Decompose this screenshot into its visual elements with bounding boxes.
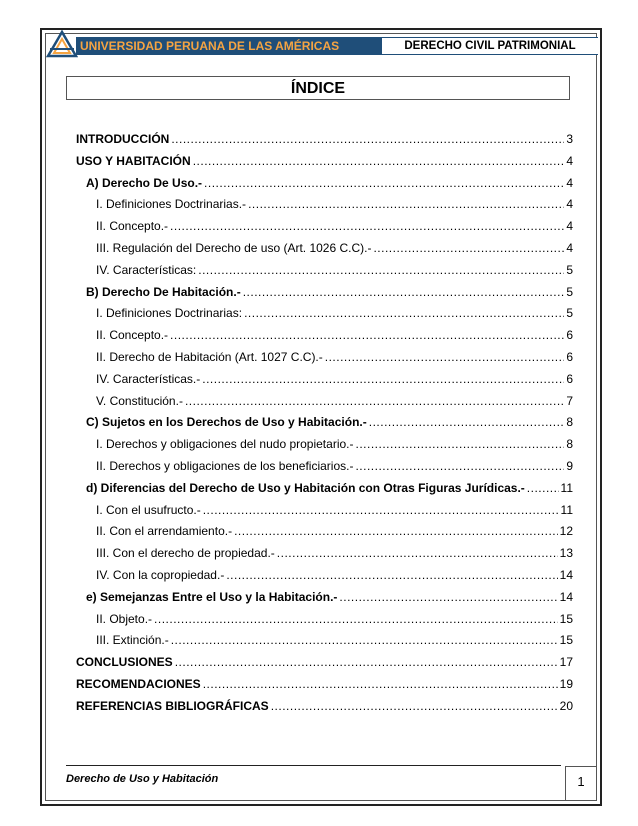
toc-entry-label: II. Concepto.-: [96, 328, 169, 343]
toc-entry-label: CONCLUSIONES: [76, 655, 173, 670]
toc-entry[interactable]: [76, 587, 573, 607]
toc-dot-leader: [198, 260, 564, 280]
toc-entry[interactable]: [76, 652, 573, 672]
toc-entry-page: 12: [559, 524, 573, 539]
toc-entry[interactable]: [76, 565, 573, 585]
toc-entry-page: 5: [566, 306, 573, 321]
toc-dot-leader: [355, 456, 564, 476]
toc-entry-page: 4: [566, 197, 573, 212]
toc-entry-label: IV. Con la copropiedad.-: [96, 568, 225, 582]
toc-entry[interactable]: [76, 347, 573, 367]
toc-entry-label: RECOMENDACIONES: [76, 677, 201, 691]
toc-entry-page: 3: [566, 132, 573, 146]
toc-dot-leader: [373, 238, 564, 258]
toc-dot-leader: [193, 151, 565, 171]
toc-entry-page: 7: [566, 393, 573, 408]
toc-dot-leader: [243, 282, 565, 302]
toc-entry-label: B) Derecho De Habitación.-: [86, 284, 241, 299]
toc-entry-page: 5: [566, 284, 573, 299]
toc-entry-page: 4: [566, 241, 573, 255]
toc-entry-label: V. Constitución.-: [96, 393, 183, 408]
toc-entry-page: 4: [566, 153, 573, 168]
toc-entry-label: REFERENCIAS BIBLIOGRÁFICAS: [76, 698, 269, 713]
course-banner: [376, 37, 598, 55]
toc-dot-leader: [325, 347, 565, 367]
toc-entry[interactable]: [76, 630, 573, 650]
toc-entry-label: d) Diferencias del Derecho de Uso y Habitación con Otras Figuras Jurídicas.-: [86, 480, 525, 495]
toc-dot-leader: [527, 478, 559, 498]
toc-entry[interactable]: [76, 456, 573, 476]
toc-entry-label: INTRODUCCIÓN: [76, 132, 170, 146]
toc-entry-page: 14: [559, 589, 573, 604]
toc-entry-label: IV. Características.-: [96, 371, 201, 386]
toc-entry-label: e) Semejanzas Entre el Uso y la Habitación.-: [86, 589, 338, 604]
toc-entry[interactable]: [76, 391, 573, 411]
university-name: UNIVERSIDAD PERUANA DE LAS AMÉRICAS: [76, 37, 376, 55]
toc-entry-label: III. Regulación del Derecho de uso (Art. 1026 C.C).-: [96, 241, 372, 255]
page-title: ÍNDICE: [66, 76, 570, 100]
toc-dot-leader: [204, 173, 564, 193]
toc-entry-label: I. Definiciones Doctrinarias:: [96, 306, 243, 321]
toc-entry-label: C) Sujetos en los Derechos de Uso y Habitación.-: [86, 415, 367, 430]
toc-entry[interactable]: [76, 674, 573, 694]
toc-dot-leader: [355, 434, 564, 454]
toc-dot-leader: [202, 369, 564, 389]
university-logo-icon: [46, 30, 78, 58]
toc-dot-leader: [244, 303, 564, 323]
page-number: 1: [565, 766, 597, 801]
toc-dot-leader: [226, 565, 557, 585]
toc-entry-page: 19: [559, 677, 573, 691]
toc-entry[interactable]: [76, 303, 573, 323]
toc-dot-leader: [277, 543, 558, 563]
toc-entry-label: II. Derechos y obligaciones de los beneficiarios.-: [96, 459, 354, 473]
toc-entry-page: 20: [559, 698, 573, 713]
toc-entry[interactable]: [76, 216, 573, 236]
toc-entry-page: 6: [566, 350, 573, 364]
toc-entry[interactable]: [76, 282, 573, 302]
toc-entry-label: III. Extinción.-: [96, 633, 169, 648]
toc-entry[interactable]: [76, 521, 573, 541]
toc-entry-label: I. Derechos y obligaciones del nudo propietario.-: [96, 437, 354, 452]
toc-entry-page: 6: [566, 371, 573, 386]
toc-dot-leader: [248, 194, 564, 214]
toc-entry-page: 11: [560, 480, 573, 495]
toc-entry-label: IV. Características:: [96, 262, 197, 277]
toc-entry[interactable]: [76, 238, 573, 258]
toc-dot-leader: [170, 216, 564, 236]
toc-entry[interactable]: [76, 696, 573, 716]
toc-entry[interactable]: [76, 173, 573, 193]
page-header: [76, 37, 598, 55]
footer-divider: [66, 765, 561, 766]
toc-entry-page: 4: [566, 175, 573, 190]
toc-entry[interactable]: [76, 325, 573, 345]
toc-entry-page: 17: [559, 655, 573, 670]
toc-dot-leader: [271, 696, 558, 716]
toc-dot-leader: [171, 630, 558, 650]
toc-entry-label: I. Con el usufructo.-: [96, 502, 201, 517]
toc-dot-leader: [170, 325, 564, 345]
toc-entry-label: II. Concepto.-: [96, 219, 169, 234]
toc-entry-page: 4: [566, 219, 573, 234]
toc-entry-label: II. Objeto.-: [96, 611, 153, 626]
toc-entry[interactable]: [76, 412, 573, 432]
toc-dot-leader: [203, 674, 558, 694]
toc-entry[interactable]: [76, 500, 573, 520]
toc-entry[interactable]: [76, 129, 573, 149]
toc-dot-leader: [339, 587, 557, 607]
toc-entry-page: 13: [559, 546, 573, 561]
toc-entry[interactable]: [76, 478, 573, 498]
toc-entry-page: 15: [559, 611, 573, 626]
toc-entry-page: 8: [566, 415, 573, 430]
toc-dot-leader: [185, 391, 564, 411]
toc-dot-leader: [203, 500, 559, 520]
toc-entry-label: II. Derecho de Habitación (Art. 1027 C.C).-: [96, 350, 323, 364]
toc-entry-label: II. Con el arrendamiento.-: [96, 524, 233, 539]
toc-entry-page: 14: [559, 568, 573, 582]
toc-entry-page: 15: [559, 633, 573, 648]
toc-dot-leader: [154, 609, 558, 629]
course-name: DERECHO CIVIL PATRIMONIAL: [382, 38, 598, 54]
toc-entry[interactable]: [76, 369, 573, 389]
toc-entry[interactable]: [76, 194, 573, 214]
toc-entry-label: I. Definiciones Doctrinarias.-: [96, 197, 247, 212]
toc-entry-label: USO Y HABITACIÓN: [76, 153, 191, 168]
toc-entry-page: 6: [566, 328, 573, 343]
toc-entry-page: 5: [566, 262, 573, 277]
toc-entry[interactable]: [76, 434, 573, 454]
toc-entry[interactable]: [76, 151, 573, 171]
toc-entry-label: III. Con el derecho de propiedad.-: [96, 546, 275, 561]
toc-entry[interactable]: [76, 543, 573, 563]
toc-dot-leader: [171, 129, 564, 149]
footer-title: Derecho de Uso y Habitación: [66, 773, 219, 785]
toc-dot-leader: [175, 652, 558, 672]
toc-entry-page: 8: [566, 437, 573, 452]
toc-entry-page: 9: [566, 459, 573, 473]
toc-entry-label: A) Derecho De Uso.-: [86, 175, 203, 190]
toc-entry-page: 11: [560, 502, 573, 517]
toc-dot-leader: [234, 521, 558, 541]
toc-dot-leader: [369, 412, 565, 432]
toc-entry[interactable]: [76, 609, 573, 629]
toc-entry[interactable]: [76, 260, 573, 280]
